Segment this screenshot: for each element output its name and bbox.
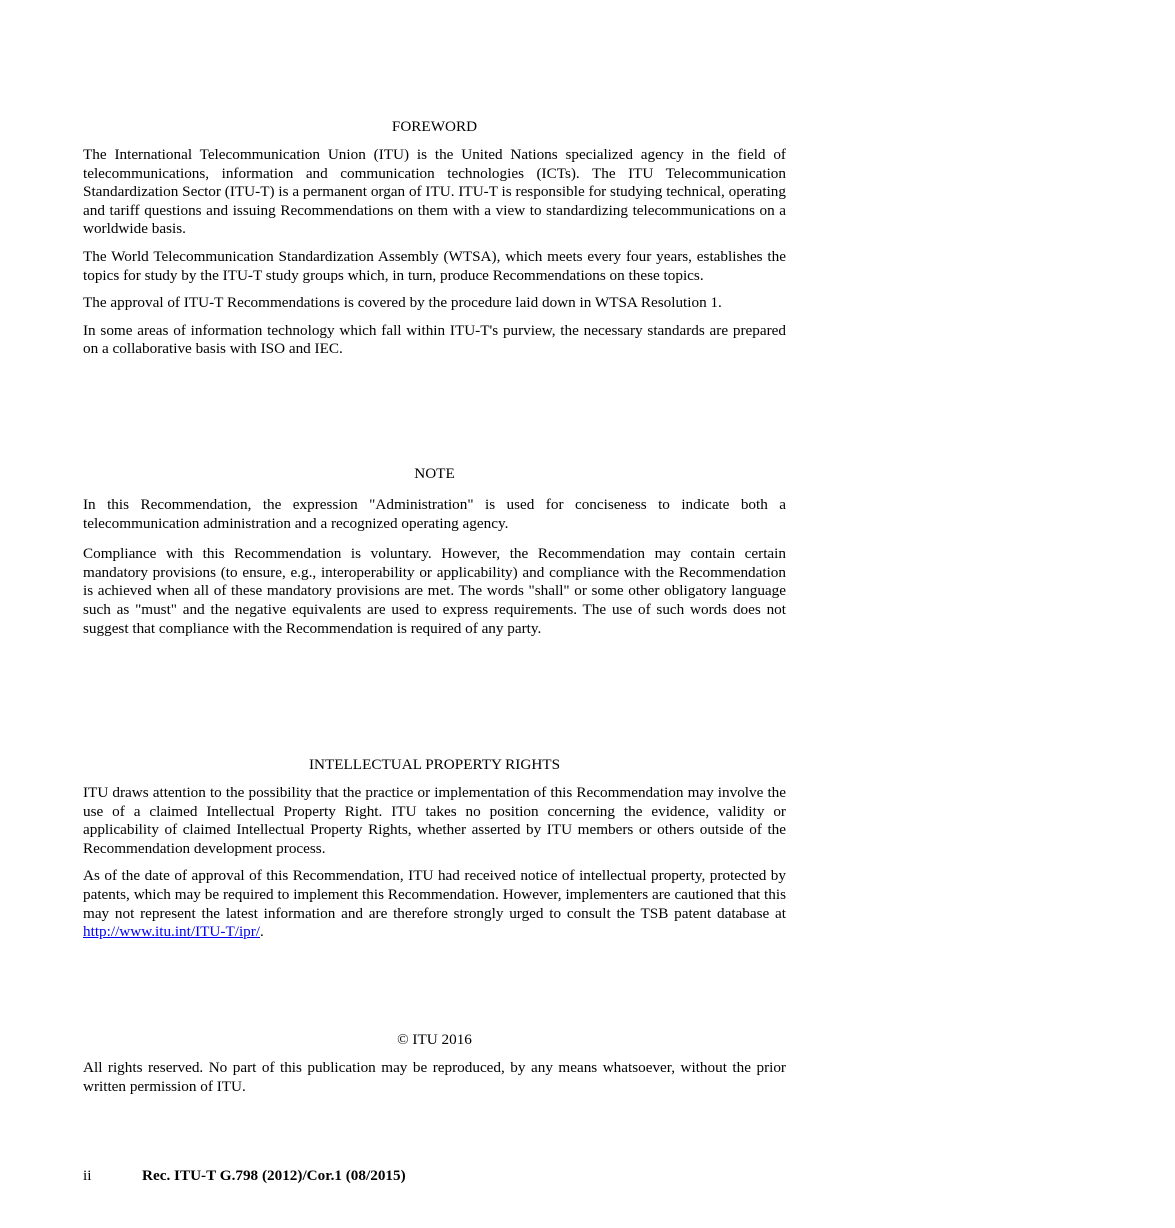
- ipr-heading: INTELLECTUAL PROPERTY RIGHTS: [308, 756, 561, 773]
- recommendation-reference: Rec. ITU-T G.798 (2012)/Cor.1 (08/2015): [142, 1167, 406, 1184]
- foreword-paragraph-3: The approval of ITU-T Recommendations is covered by the procedure laid down in WTSA Resolution 1.: [83, 294, 722, 312]
- ipr-paragraph-1: ITU draws attention to the possibility that the practice or implementation of this Recommendation may involve the use of a claimed Intellectual Property Right. ITU takes no position concerning the evidence, validity or applicability of claimed Intellectual Property Rights, whether asserted by ITU members or others outside of the Recommendation development process.: [83, 784, 786, 857]
- ipr-paragraph-2-text: As of the date of approval of this Recommendation, ITU had received notice of intellectual property, protected by patents, which may be required to implement this Recommendation. However, implementers are cautioned that this may not represent the latest information and are therefore strongly urged to consult the TSB patent database at: [83, 867, 786, 922]
- foreword-heading: FOREWORD: [391, 118, 478, 135]
- note-paragraph-2: Compliance with this Recommendation is voluntary. However, the Recommendation may contain certain mandatory provisions (to ensure, e.g., interoperability or applicability) and compliance with the Recommendation is achieved when all of these mandatory provisions are met. The words "shall" or some other obligatory language such as "must" and the negative equivalents are used to express requirements. The use of such words does not suggest that compliance with the Recommendation is required of any party.: [83, 545, 786, 637]
- ipr-paragraph-2: [83, 867, 786, 941]
- copyright-paragraph: All rights reserved. No part of this publication may be reproduced, by any means whatsoever, without the prior written permission of ITU.: [83, 1059, 786, 1095]
- note-heading: NOTE: [414, 465, 455, 482]
- page-number: ii: [83, 1167, 92, 1184]
- ipr-section: [83, 756, 786, 951]
- tsb-patent-database-link[interactable]: http://www.itu.int/ITU-T/ipr/: [83, 923, 261, 941]
- foreword-paragraph-4: In some areas of information technology which fall within ITU-T's purview, the necessary standards are prepared on a collaborative basis with ISO and IEC.: [83, 321, 786, 358]
- ipr-paragraph-2-end: .: [260, 923, 264, 941]
- foreword-section: [83, 118, 786, 368]
- note-section: [83, 465, 786, 647]
- page-footer: [83, 1167, 406, 1185]
- copyright-section: [83, 1031, 786, 1105]
- foreword-paragraph-2: The World Telecommunication Standardization Assembly (WTSA), which meets every four years, establishes the topics for study by the ITU-T study groups which, in turn, produce Recommendations on these topics.: [83, 247, 786, 284]
- foreword-paragraph-1: The International Telecommunication Union (ITU) is the United Nations specialized agency in the field of telecommunications, information and communication technologies (ICTs). The ITU Telecommunication Standardization Sector (ITU-T) is a permanent organ of ITU. ITU-T is responsible for studying technical, operating and tariff questions and issuing Recommendations on them with a view to standardizing telecommunications on a worldwide basis.: [83, 146, 786, 238]
- copyright-heading: © ITU 2016: [397, 1031, 472, 1048]
- note-paragraph-1: In this Recommendation, the expression "Administration" is used for conciseness to indicate both a telecommunication administration and a recognized operating agency.: [83, 496, 786, 532]
